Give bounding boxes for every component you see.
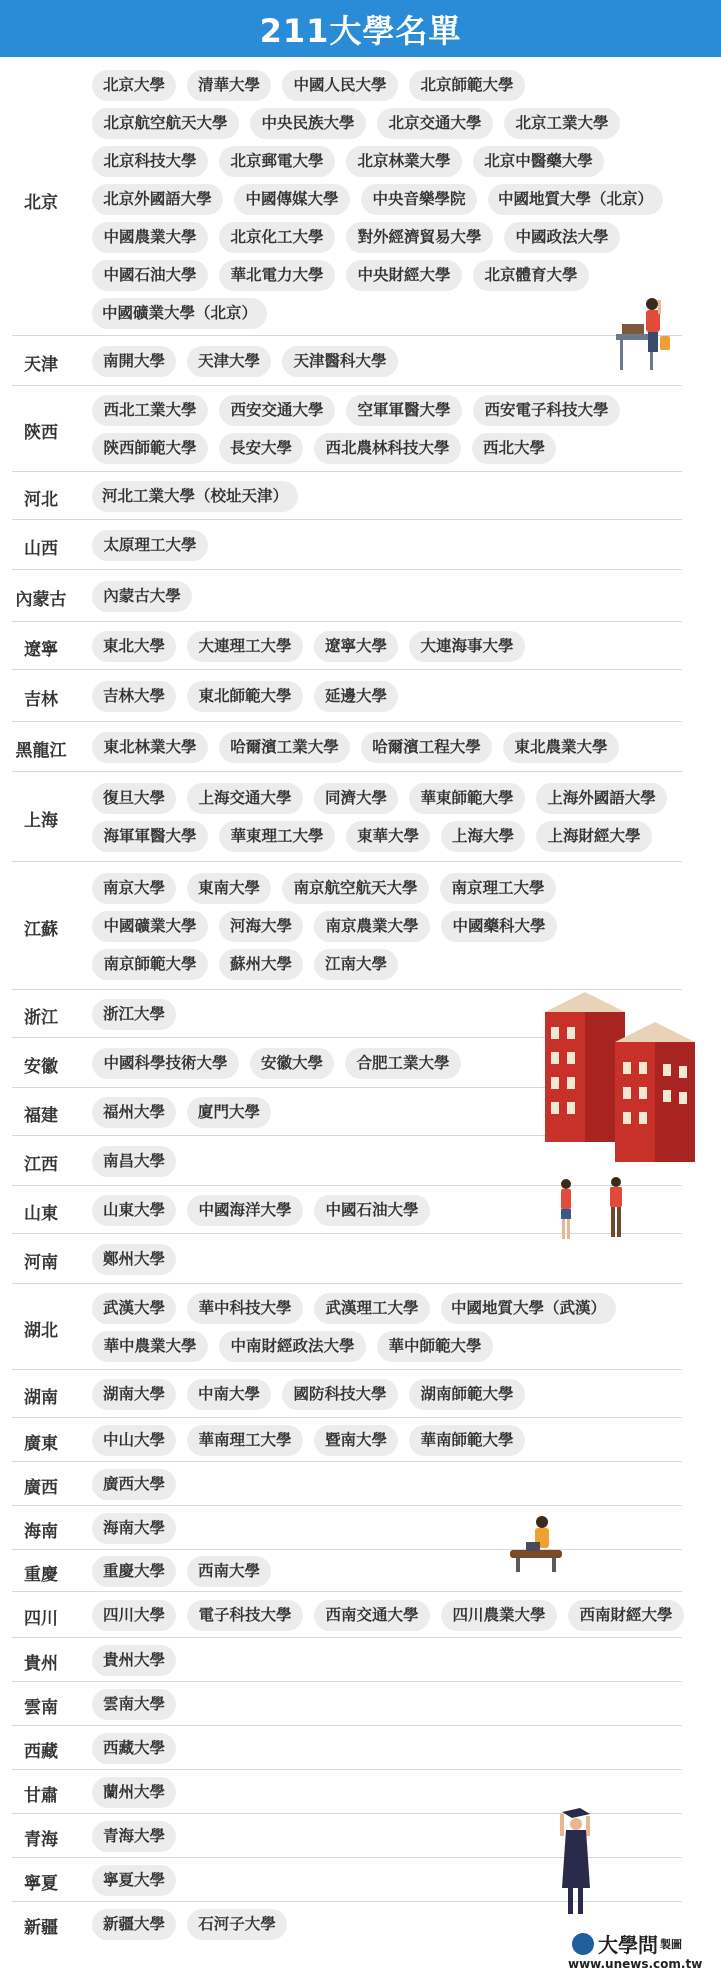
region-label: 江西 (24, 1155, 58, 1175)
school-chip: 中國石油大學 (92, 260, 208, 291)
school-chip: 海軍軍醫大學 (92, 821, 208, 852)
region-label: 浙江 (24, 1008, 58, 1028)
school-chip: 廣西大學 (92, 1469, 176, 1500)
region-row (0, 1284, 721, 1370)
school-chip: 湖南大學 (92, 1379, 176, 1410)
region-row (0, 1370, 721, 1418)
school-chip: 福州大學 (92, 1097, 176, 1128)
region-label: 河北 (24, 490, 58, 510)
school-chip: 華中科技大學 (187, 1293, 303, 1324)
school-chip: 北京外國語大學 (92, 184, 223, 215)
school-chip: 寧夏大學 (92, 1865, 176, 1896)
region-row (0, 772, 721, 862)
school-chip: 西安電子科技大學 (473, 395, 620, 426)
region-row (0, 1814, 721, 1858)
school-chip: 中國礦業大學（北京） (92, 298, 267, 329)
region-row (0, 1858, 721, 1902)
region-label: 安徽 (24, 1057, 58, 1077)
school-chip: 中國藥科大學 (441, 911, 557, 942)
school-chip: 上海交通大學 (187, 783, 303, 814)
school-chip: 西南財經大學 (568, 1600, 684, 1631)
school-chip: 南京理工大學 (440, 873, 556, 904)
school-chip: 新疆大學 (92, 1909, 176, 1940)
school-chip: 太原理工大學 (92, 530, 208, 561)
school-chip: 延邊大學 (314, 681, 398, 712)
school-chip: 中國地質大學（武漢） (441, 1293, 616, 1324)
footer-logo (564, 1929, 714, 1973)
region-label: 湖北 (24, 1321, 58, 1341)
school-chip: 復旦大學 (92, 783, 176, 814)
region-label: 河南 (24, 1253, 58, 1273)
region-label: 雲南 (24, 1698, 58, 1718)
region-row (0, 1550, 721, 1592)
school-chip: 北京交通大學 (377, 108, 493, 139)
university-building-illustration (545, 992, 695, 1172)
school-chip: 北京林業大學 (346, 146, 462, 177)
school-chip: 四川農業大學 (441, 1600, 557, 1631)
school-chip: 天津醫科大學 (282, 346, 398, 377)
region-row (0, 1726, 721, 1770)
region-label: 山西 (24, 539, 58, 559)
school-chip: 中國礦業大學 (92, 911, 208, 942)
school-chip: 湖南師範大學 (409, 1379, 525, 1410)
school-chip: 河北工業大學（校址天津） (92, 481, 298, 512)
school-chip: 武漢理工大學 (314, 1293, 430, 1324)
region-row (0, 62, 721, 336)
region-label: 吉林 (24, 690, 58, 710)
school-chip: 華北電力大學 (219, 260, 335, 291)
region-label: 四川 (24, 1609, 58, 1629)
school-chip: 中國科學技術大學 (92, 1048, 239, 1079)
school-chip: 海南大學 (92, 1513, 176, 1544)
region-label: 上海 (24, 811, 58, 831)
school-chip: 遼寧大學 (314, 631, 398, 662)
school-chip: 電子科技大學 (187, 1600, 303, 1631)
region-label: 海南 (24, 1522, 58, 1542)
school-chip: 大連理工大學 (187, 631, 303, 662)
logo-icon (572, 1933, 594, 1955)
school-chip: 南京農業大學 (314, 911, 430, 942)
school-chip: 吉林大學 (92, 681, 176, 712)
region-label: 重慶 (24, 1565, 58, 1585)
school-chip: 哈爾濱工程大學 (361, 732, 492, 763)
region-row (0, 472, 721, 520)
region-label: 遼寧 (24, 640, 58, 660)
region-label: 陝西 (24, 423, 58, 443)
school-chip: 北京大學 (92, 70, 176, 101)
region-label: 江蘇 (24, 920, 58, 940)
school-chip: 中南大學 (187, 1379, 271, 1410)
header-banner (0, 0, 721, 57)
school-chip: 石河子大學 (187, 1909, 287, 1940)
school-chip: 西南大學 (187, 1556, 271, 1587)
school-chip: 北京師範大學 (409, 70, 525, 101)
region-row (0, 722, 721, 772)
region-label: 天津 (24, 355, 58, 375)
school-chip: 北京體育大學 (473, 260, 589, 291)
brand-suffix: 製圖 (660, 1938, 682, 1951)
region-label: 內蒙古 (15, 590, 67, 610)
school-chip: 西北工業大學 (92, 395, 208, 426)
brand-url: www.unews.com.tw (568, 1957, 703, 1971)
school-chip: 東北林業大學 (92, 732, 208, 763)
region-label: 廣東 (24, 1434, 58, 1454)
region-row (0, 386, 721, 472)
region-label: 西藏 (24, 1742, 58, 1762)
school-chip: 哈爾濱工業大學 (219, 732, 350, 763)
region-row (0, 1682, 721, 1726)
school-chip: 華中師範大學 (377, 1331, 493, 1362)
region-label: 新疆 (24, 1918, 58, 1938)
region-label: 山東 (24, 1204, 58, 1224)
school-chip: 對外經濟貿易大學 (346, 222, 493, 253)
school-chip: 北京化工大學 (219, 222, 335, 253)
school-chip: 中國地質大學（北京） (488, 184, 663, 215)
school-chip: 武漢大學 (92, 1293, 176, 1324)
region-label: 廣西 (24, 1478, 58, 1498)
school-chip: 合肥工業大學 (345, 1048, 461, 1079)
school-chip: 北京工業大學 (504, 108, 620, 139)
school-chip: 華東理工大學 (219, 821, 335, 852)
region-row (0, 1770, 721, 1814)
school-chip: 中央財經大學 (346, 260, 462, 291)
school-chip: 同濟大學 (314, 783, 398, 814)
school-chip: 北京中醫藥大學 (473, 146, 604, 177)
region-label: 黑龍江 (15, 741, 67, 761)
region-row (0, 622, 721, 670)
school-chip: 上海財經大學 (536, 821, 652, 852)
school-chip: 西藏大學 (92, 1733, 176, 1764)
school-chip: 蘇州大學 (219, 949, 303, 980)
region-row (0, 1418, 721, 1462)
school-chip: 四川大學 (92, 1600, 176, 1631)
region-label: 甘肅 (24, 1786, 58, 1806)
school-chip: 陝西師範大學 (92, 433, 208, 464)
school-chip: 中國傳媒大學 (234, 184, 350, 215)
school-chip: 蘭州大學 (92, 1777, 176, 1808)
graduate-illustration (556, 1808, 596, 1918)
walking-students-illustration (552, 1176, 632, 1246)
school-chip: 南昌大學 (92, 1146, 176, 1177)
school-chip: 貴州大學 (92, 1645, 176, 1676)
school-chip: 天津大學 (187, 346, 271, 377)
school-chip: 南京航空航天大學 (282, 873, 429, 904)
region-label: 貴州 (24, 1654, 58, 1674)
region-label: 福建 (24, 1106, 58, 1126)
school-chip: 西北大學 (472, 433, 556, 464)
school-chip: 國防科技大學 (282, 1379, 398, 1410)
region-row (0, 670, 721, 722)
region-row (0, 862, 721, 990)
region-label: 寧夏 (24, 1874, 58, 1894)
region-label: 湖南 (24, 1388, 58, 1408)
school-chip: 長安大學 (219, 433, 303, 464)
school-chip: 重慶大學 (92, 1556, 176, 1587)
school-chip: 江南大學 (314, 949, 398, 980)
school-chip: 鄭州大學 (92, 1244, 176, 1275)
school-chip: 中國人民大學 (282, 70, 398, 101)
school-chip: 東華大學 (346, 821, 430, 852)
school-chip: 中國農業大學 (92, 222, 208, 253)
school-chip: 華南師範大學 (409, 1425, 525, 1456)
school-chip: 南京大學 (92, 873, 176, 904)
school-chip: 雲南大學 (92, 1689, 176, 1720)
school-chip: 中山大學 (92, 1425, 176, 1456)
school-chip: 河海大學 (219, 911, 303, 942)
school-chip: 華南理工大學 (187, 1425, 303, 1456)
school-chip: 廈門大學 (187, 1097, 271, 1128)
school-chip: 中國海洋大學 (187, 1195, 303, 1226)
school-chip: 東北師範大學 (187, 681, 303, 712)
school-chip: 西南交通大學 (314, 1600, 430, 1631)
school-chip: 山東大學 (92, 1195, 176, 1226)
school-chip: 東北大學 (92, 631, 176, 662)
school-chip: 東北農業大學 (503, 732, 619, 763)
region-row (0, 1638, 721, 1682)
page-title: 211大學名單 (259, 11, 462, 50)
school-chip: 中國石油大學 (314, 1195, 430, 1226)
school-chip: 西北農林科技大學 (314, 433, 461, 464)
region-row (0, 1592, 721, 1638)
school-chip: 北京科技大學 (92, 146, 208, 177)
region-label: 青海 (24, 1830, 58, 1850)
school-chip: 中央民族大學 (250, 108, 366, 139)
region-row (0, 520, 721, 570)
school-chip: 空軍軍醫大學 (346, 395, 462, 426)
school-chip: 中南財經政法大學 (219, 1331, 366, 1362)
school-chip: 中國政法大學 (504, 222, 620, 253)
school-chip: 青海大學 (92, 1821, 176, 1852)
school-chip: 東南大學 (187, 873, 271, 904)
school-chip: 華東師範大學 (409, 783, 525, 814)
school-chip: 華中農業大學 (92, 1331, 208, 1362)
school-chip: 浙江大學 (92, 999, 176, 1030)
student-with-laptop-illustration (508, 1516, 568, 1574)
school-chip: 上海外國語大學 (536, 783, 667, 814)
region-row (0, 1462, 721, 1506)
school-chip: 南開大學 (92, 346, 176, 377)
region-row (0, 1506, 721, 1550)
school-chip: 西安交通大學 (219, 395, 335, 426)
school-chip: 安徽大學 (250, 1048, 334, 1079)
school-chip: 南京師範大學 (92, 949, 208, 980)
school-chip: 大連海事大學 (409, 631, 525, 662)
school-chip: 暨南大學 (314, 1425, 398, 1456)
student-at-desk-illustration (612, 296, 672, 376)
school-chip: 內蒙古大學 (92, 581, 192, 612)
school-chip: 北京航空航天大學 (92, 108, 239, 139)
school-chip: 中央音樂學院 (361, 184, 477, 215)
region-label: 北京 (24, 193, 58, 213)
school-chip: 清華大學 (187, 70, 271, 101)
brand-name: 大學問 (598, 1933, 658, 1957)
school-chip: 上海大學 (441, 821, 525, 852)
school-chip: 北京郵電大學 (219, 146, 335, 177)
region-row (0, 570, 721, 622)
